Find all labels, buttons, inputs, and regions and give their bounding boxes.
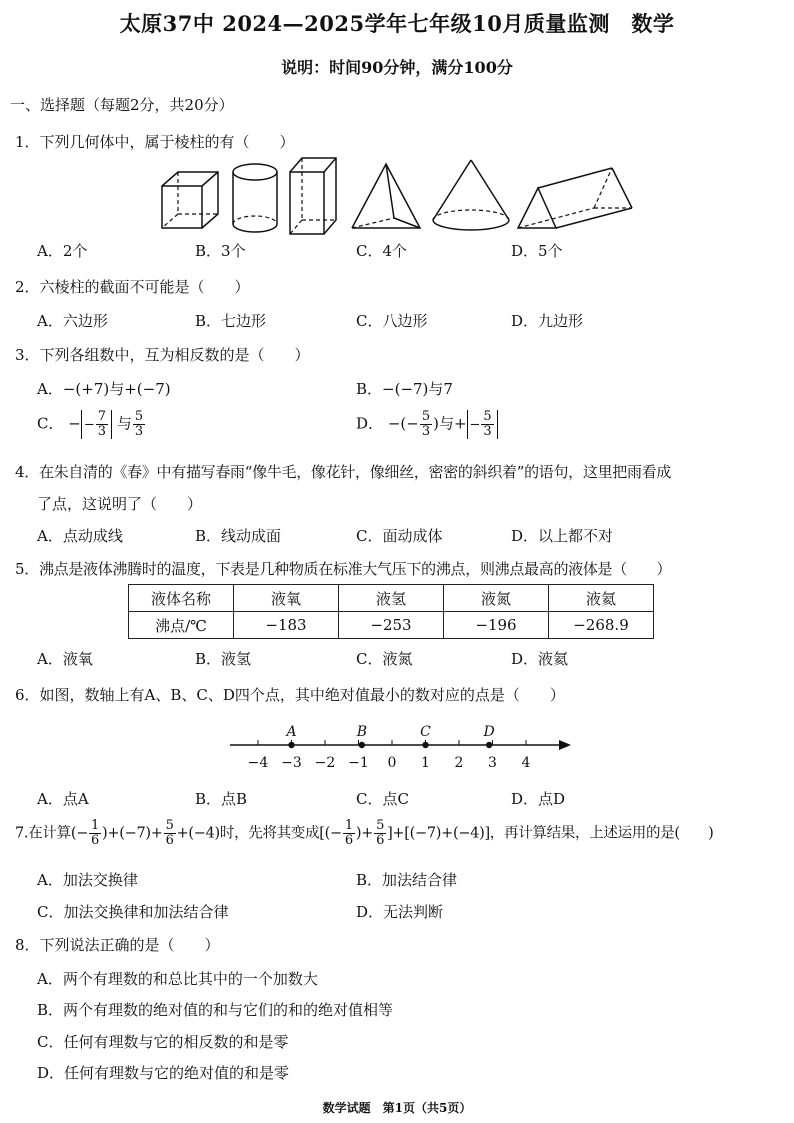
triangular-prism-figure <box>516 166 634 232</box>
tick-label: −1 <box>348 755 369 771</box>
q2-option-b[interactable]: B．七边形 <box>195 312 267 330</box>
tick-label: −3 <box>281 755 302 771</box>
q7-option-b[interactable]: B．加法结合律 <box>356 871 458 889</box>
point-label: D <box>483 724 495 740</box>
q4-option-a[interactable]: A．点动成线 <box>37 527 123 545</box>
q4-option-b[interactable]: B．线动成面 <box>195 527 282 545</box>
q2-option-d[interactable]: D．九边形 <box>511 312 584 330</box>
table-row-label: 沸点/℃ <box>129 612 234 639</box>
fraction: $\frac{5}{3}$ <box>483 409 492 439</box>
absolute-value: − $\frac{7}{3}$ <box>81 410 112 439</box>
table-header-cell: 液氧 <box>234 585 339 612</box>
table-cell: −196 <box>444 612 549 639</box>
q8-option-c[interactable]: C．任何有理数与它的相反数的和是零 <box>37 1033 289 1051</box>
page-title: 太原37中 2024—2025学年七年级10月质量监测 数学 <box>119 11 675 36</box>
number-line <box>225 716 575 772</box>
tick-label: 4 <box>521 755 531 771</box>
q7-option-c[interactable]: C．加法交换律和加法结合律 <box>37 903 229 921</box>
q6-option-b[interactable]: B．点B <box>195 790 248 808</box>
q4-option-c[interactable]: C．面动成体 <box>356 527 443 545</box>
fraction: $\frac{5}{3}$ <box>421 409 431 439</box>
q3-option-d[interactable] <box>356 410 498 439</box>
tick-label: 3 <box>488 755 497 771</box>
question-5-stem: 5．沸点是液体沸腾时的温度，下表是几种物质在标准大气压下的沸点，则沸点最高的液体是（ ） <box>15 560 672 578</box>
q8-option-b[interactable]: B．两个有理数的绝对值的和与它们的和的绝对值相等 <box>37 1001 394 1019</box>
question-1-stem: 1．下列几何体中，属于棱柱的有（ ） <box>15 133 295 151</box>
q6-option-c[interactable]: C．点C <box>356 790 409 808</box>
table-header-row <box>129 585 654 612</box>
q1-option-a[interactable]: A．2个 <box>37 242 88 260</box>
prism-box-figure <box>288 156 340 236</box>
q6-option-d[interactable]: D．点D <box>511 790 566 808</box>
table-header-cell: 液氢 <box>339 585 444 612</box>
question-6-stem: 6．如图，数轴上有A、B、C、D四个点，其中绝对值最小的数对应的点是（ ） <box>15 686 565 704</box>
question-8-stem: 8．下列说法正确的是（ ） <box>15 936 220 954</box>
point-label: A <box>286 724 297 740</box>
minus-sign: − <box>68 414 81 433</box>
option-label: C． <box>37 414 64 433</box>
q3-option-c[interactable] <box>37 410 146 439</box>
q4-option-d[interactable]: D．以上都不对 <box>511 527 614 545</box>
q3-option-a[interactable]: A．−(+7)与+(−7) <box>37 380 171 398</box>
table-cell: −268.9 <box>549 612 654 639</box>
connector-text: )与+ <box>433 414 467 433</box>
tick-label: 2 <box>454 755 464 771</box>
table-row <box>129 612 654 639</box>
tick-label: 0 <box>387 755 397 771</box>
q8-option-a[interactable]: A．两个有理数的和总比其中的一个加数大 <box>37 970 318 988</box>
fraction: $\frac{1}{6}$ <box>91 818 100 848</box>
fraction: $\frac{5}{6}$ <box>165 818 174 848</box>
exam-instructions: 说明：时间90分钟，满分100分 <box>281 58 513 77</box>
point-marker <box>486 742 492 748</box>
table-cell: −183 <box>234 612 339 639</box>
point-marker <box>359 742 365 748</box>
tick-label: −2 <box>314 755 336 771</box>
fraction: $\frac{1}{6}$ <box>344 818 353 848</box>
option-label: D． <box>356 414 384 433</box>
table-header-cell: 液氦 <box>549 585 654 612</box>
point-marker <box>422 742 428 748</box>
q5-option-d[interactable]: D．液氦 <box>511 650 569 668</box>
boiling-point-table <box>128 584 654 639</box>
tick-label: 1 <box>421 755 430 771</box>
cone-figure <box>430 158 512 236</box>
expression-text: −(− <box>387 414 419 433</box>
point-label: C <box>420 724 431 740</box>
pyramid-figure <box>350 162 422 234</box>
q1-option-d[interactable]: D．5个 <box>511 242 563 260</box>
table-header-cell: 液体名称 <box>129 585 234 612</box>
q1-option-c[interactable]: C．4个 <box>356 242 408 260</box>
q3-option-b[interactable]: B．−(−7)与7 <box>356 380 453 398</box>
question-4-stem-line1: 4．在朱自清的《春》中有描写春雨“像牛毛，像花针，像细丝，密密的斜织着”的语句，这里把雨看成 <box>15 463 672 481</box>
q5-option-b[interactable]: B．液氢 <box>195 650 252 668</box>
fraction: $\frac{7}{3}$ <box>97 409 107 439</box>
question-4-stem-line2: 了点，这说明了（ ） <box>37 495 203 513</box>
tick-label: −4 <box>247 755 269 771</box>
table-header-cell: 液氮 <box>444 585 549 612</box>
q2-option-a[interactable]: A．六边形 <box>37 312 108 330</box>
question-3-stem: 3．下列各组数中，互为相反数的是（ ） <box>15 346 310 364</box>
fraction: $\frac{5}{6}$ <box>376 818 385 848</box>
q7-option-a[interactable]: A．加法交换律 <box>37 871 138 889</box>
q1-option-b[interactable]: B．3个 <box>195 242 246 260</box>
q5-option-a[interactable]: A．液氧 <box>37 650 93 668</box>
axis-arrow <box>559 740 571 750</box>
q5-option-c[interactable]: C．液氮 <box>356 650 413 668</box>
question-7-stem: 7.在计算(− $\frac{1}{6}$ )+(−7)+ $\frac{5}{6}$ +(−4)时，先将其变成[(− $\frac{1}{6}$ )+ $\frac{5}{6}$ ]+[(−7)+(−4)]，再计算结果，上述运用的是( ) <box>15 818 714 848</box>
q6-option-a[interactable]: A．点A <box>37 790 89 808</box>
point-marker <box>288 742 294 748</box>
point-label: B <box>356 724 367 740</box>
question-2-stem: 2．六棱柱的截面不可能是（ ） <box>15 278 250 296</box>
cylinder-figure <box>230 162 280 234</box>
table-cell: −253 <box>339 612 444 639</box>
q7-option-d[interactable]: D．无法判断 <box>356 903 444 921</box>
cube-figure <box>160 170 222 232</box>
absolute-value: − $\frac{5}{3}$ <box>467 410 498 439</box>
q8-option-d[interactable]: D．任何有理数与它的绝对值的和是零 <box>37 1064 290 1082</box>
connector-text: 与 <box>116 414 132 433</box>
page-footer: 数学试题 第1页（共5页） <box>322 1101 472 1115</box>
fraction: $\frac{5}{3}$ <box>134 409 144 439</box>
q2-option-c[interactable]: C．八边形 <box>356 312 428 330</box>
section-heading: 一、选择题（每题2分，共20分） <box>10 96 234 114</box>
